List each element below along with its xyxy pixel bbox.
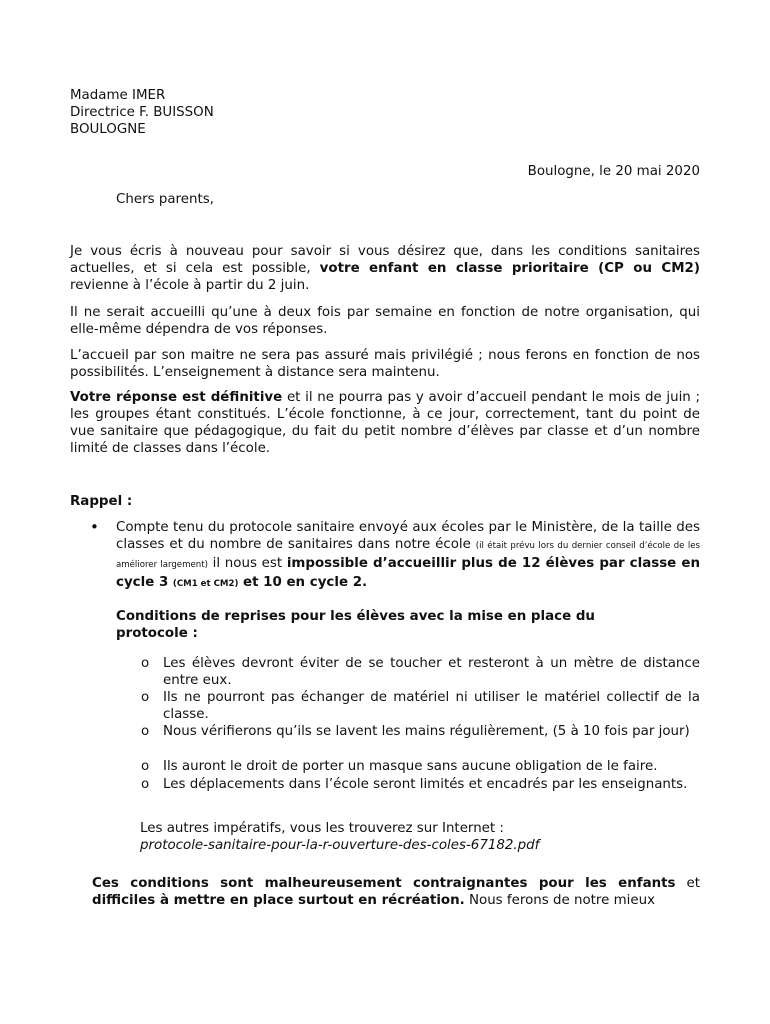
condition-item: Les élèves devront éviter de se toucher et resteront à un mètre de distance entre eux. [163, 656, 700, 688]
sender-city: BOULOGNE [70, 122, 146, 137]
bullet-text-2: il nous est [207, 556, 287, 571]
sender-name: Madame IMER [70, 88, 166, 103]
sender-block [70, 87, 214, 138]
condition-item: Ils ne pourront pas échanger de matériel ni utiliser le matériel collectif de la classe. [163, 690, 700, 722]
conditions-heading: Conditions de reprises pour les élèves avec la mise en place du protocole : [116, 609, 595, 641]
closing-text: Nous ferons de notre mieux [464, 893, 656, 908]
imperatifs-text: Les autres impératifs, vous les trouverez sur Internet : [140, 821, 504, 836]
sub-bullet-marker: o [141, 656, 150, 671]
condition-item: Nous vérifierons qu’ils se lavent les mains régulièrement, (5 à 10 fois par jour) [163, 724, 690, 739]
sub-bullet-marker: o [141, 777, 150, 792]
paragraph-1-text: Je vous écris à nouveau pour savoir si vous désirez que, dans les conditions sanitaires actuelles, et si cela est possible, [70, 244, 700, 276]
closing-emphasis-2: difficiles à mettre en place surtout en récréation. [92, 893, 465, 908]
paragraph-4 [70, 389, 700, 457]
paragraph-1-emphasis: votre enfant en classe prioritaire (CP ou CM2) [319, 261, 700, 276]
sub-bullet-marker: o [141, 759, 150, 774]
sub-bullet-marker: o [141, 724, 150, 739]
paragraph-3: L’accueil par son maitre ne sera pas assuré mais privilégié ; nous ferons en fonction de nos possibilités. L’enseignement à distance sera maintenu. [70, 348, 700, 380]
paragraph-2: Il ne serait accueilli qu’une à deux fois par semaine en fonction de notre organisation, qui elle-même dépendra de vos réponses. [70, 305, 700, 337]
bullet-small-note: (il était prévu lors du dernier conseil d’école de les améliorer largement) [116, 541, 700, 570]
paragraph-4-emphasis: Votre réponse est définitive [70, 390, 283, 405]
letter-date: Boulogne, le 20 mai 2020 [527, 164, 700, 179]
closing-emphasis: Ces conditions sont malheureusement contraignantes pour les enfants [92, 876, 676, 891]
bullet-marker: • [90, 518, 99, 536]
protocol-link[interactable]: protocole-sanitaire-pour-la-r-ouverture-des-coles-67182.pdf [140, 838, 540, 853]
paragraph-1-end: revienne à l’école à partir du 2 juin. [70, 278, 310, 293]
closing-paragraph [92, 875, 700, 909]
closing-connector: et [675, 876, 700, 891]
bullet-small-emphasis: (CM1 et CM2) [172, 579, 239, 589]
bullet-emphasis-end: et 10 en cycle 2. [238, 575, 368, 590]
condition-item: Ils auront le droit de porter un masque sans aucune obligation de le faire. [163, 759, 658, 774]
bullet-emphasis: impossible d’accueillir plus de 12 élèves par classe en cycle 3 [116, 556, 700, 590]
bullet-text: Compte tenu du protocole sanitaire envoyé aux écoles par le Ministère, de la taille des classes et du nombre de sanitaires dans notre école [116, 520, 700, 552]
paragraph-1 [70, 243, 700, 294]
rappel-heading: Rappel : [70, 494, 133, 509]
condition-item: Les déplacements dans l’école seront limités et encadrés par les enseignants. [163, 777, 688, 792]
sender-title: Directrice F. BUISSON [70, 105, 214, 120]
paragraph-4-text: et il ne pourra pas y avoir d’accueil pendant le mois de juin ; les groupes étant constitués. L’école fonctionne, à ce jour, correctement, tant du point de vue sanitaire que pédagogique, du fait du petit nombre d’élèves par classe et d’un nombre limité de classes dans l’école. [70, 390, 700, 456]
salutation: Chers parents, [116, 192, 214, 207]
sub-bullet-marker: o [141, 690, 150, 705]
bullet-item [116, 519, 700, 593]
